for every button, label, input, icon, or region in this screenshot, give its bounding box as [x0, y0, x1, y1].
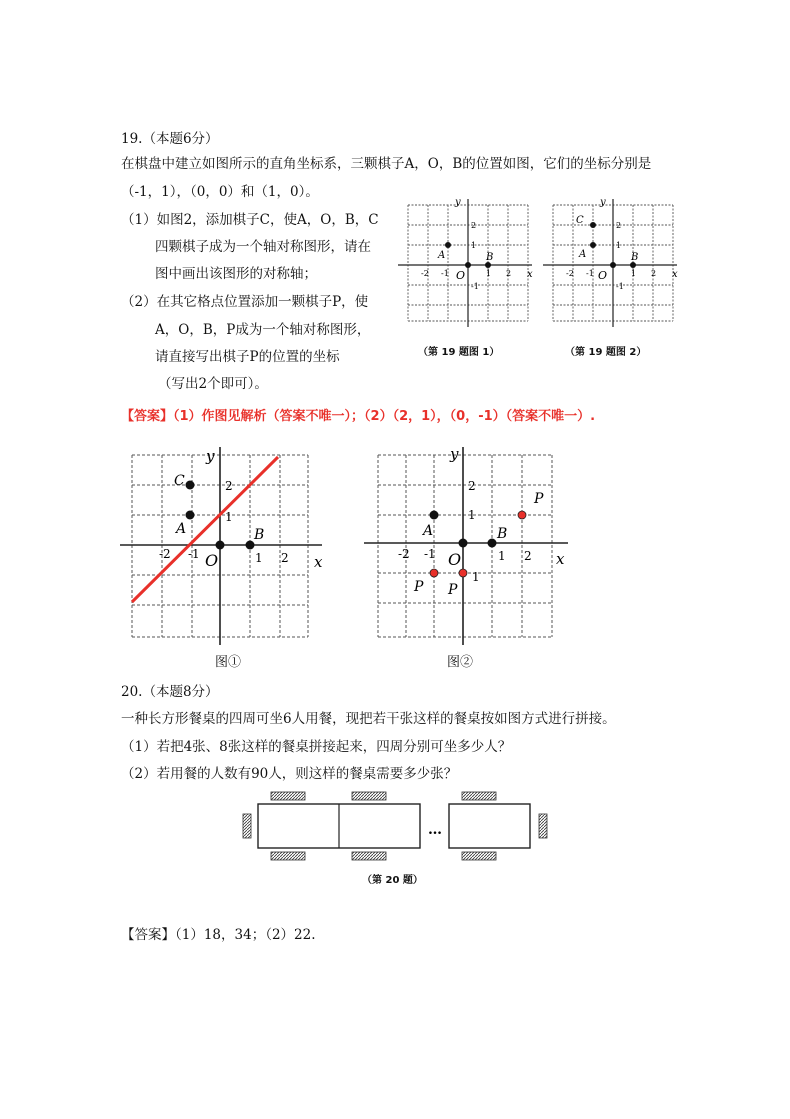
fig1-tick: 1: [471, 241, 477, 250]
figA-tick: -1: [188, 547, 200, 561]
q19-answer-figure-1: [118, 445, 328, 645]
q19-part2-line2: A，O，B，P成为一个轴对称图形，: [155, 322, 371, 338]
fig1-tick: -1: [471, 282, 479, 291]
q19-part2-line3: 请直接写出棋子P的位置的坐标: [155, 349, 340, 365]
q19-part2-line1: （2）在其它格点位置添加一颗棋子P，使: [121, 294, 369, 310]
q19-figure-1-caption: （第 19 题图 1）: [418, 347, 500, 358]
q19-part1-line2: 四颗棋子成为一个轴对称图形，请在: [155, 239, 371, 255]
fig1-y-label: y: [455, 197, 461, 208]
q19-answer: 【答案】（1）作图见解析（答案不唯一）；（2）（2，1），（0，-1）（答案不唯一）.: [121, 409, 596, 424]
q20-figure-caption: （第 20 题）: [362, 875, 423, 886]
q20-line-1: 一种长方形餐桌的四周可坐6人用餐，现把若干张这样的餐桌按如图方式进行拼接。: [121, 711, 616, 727]
figB-tick: -2: [398, 547, 410, 561]
figA-y-label: y: [206, 447, 215, 465]
fig1-tick: -1: [441, 269, 449, 278]
q19-part1-line1: （1）如图2，添加棋子C，使A，O，B，C: [121, 212, 379, 228]
q19-intro-1: 在棋盘中建立如图所示的直角坐标系，三颗棋子A，O，B的位置如图，它们的坐标分别是: [121, 156, 652, 172]
q20-answer: 【答案】（1）18，34；（2）22.: [121, 927, 316, 943]
fig2-tick: -1: [616, 282, 624, 291]
q19-figure-2-caption: （第 19 题图 2）: [565, 347, 647, 358]
fig2-tick: 2: [616, 221, 622, 230]
figA-tick: 2: [281, 551, 289, 565]
figB-y-label: y: [450, 445, 459, 463]
fig2-o-label: O: [598, 269, 608, 282]
figB-x-label: x: [556, 550, 565, 568]
figB-tick: 1: [472, 570, 480, 584]
q19-answer-figure-1-caption: 图①: [215, 655, 242, 670]
figB-tick: 2: [468, 479, 476, 493]
q20-table-figure: [238, 788, 556, 864]
figA-tick: 2: [225, 479, 233, 493]
q19-figure-2: [543, 195, 683, 330]
q20-line-2: （1）若把4张、8张这样的餐桌拼接起来，四周分别可坐多少人？: [121, 739, 512, 755]
figA-tick: -2: [159, 547, 171, 561]
figA-x-label: x: [314, 553, 323, 571]
fig2-b-label: B: [631, 252, 639, 263]
figB-p-label: P: [448, 582, 458, 598]
figA-b-label: B: [254, 527, 265, 543]
figA-o-label: O: [205, 551, 219, 570]
figB-b-label: B: [497, 526, 508, 542]
figA-c-label: C: [174, 473, 185, 489]
fig2-tick: -2: [566, 269, 574, 278]
fig1-a-label: A: [438, 250, 446, 261]
figA-a-label: A: [176, 521, 187, 537]
q19-part2-line4: （写出2个即可）。: [158, 376, 268, 392]
q19-header: 19.（本题6分）: [121, 131, 219, 147]
fig2-a-label: A: [579, 249, 587, 260]
figB-tick: 1: [468, 508, 476, 522]
fig1-x-label: x: [527, 269, 533, 280]
fig2-y-label: y: [600, 197, 606, 208]
figB-a-label: A: [423, 523, 434, 539]
figB-tick: -1: [424, 547, 436, 561]
fig2-tick: -1: [586, 269, 594, 278]
figB-p-label: P: [534, 491, 544, 507]
fig2-tick: 1: [631, 269, 637, 278]
fig2-c-label: C: [576, 215, 584, 226]
figA-tick: 1: [255, 551, 263, 565]
fig1-tick: 2: [471, 221, 477, 230]
fig1-b-label: B: [486, 252, 494, 263]
q19-answer-figure-2-caption: 图②: [447, 655, 474, 670]
q20-header: 20.（本题8分）: [121, 684, 219, 700]
figB-p-label: P: [414, 579, 424, 595]
fig1-tick: 2: [506, 269, 512, 278]
fig2-x-label: x: [672, 269, 678, 280]
fig1-o-label: O: [456, 269, 466, 282]
fig2-tick: 2: [651, 269, 657, 278]
q20-line-3: （2）若用餐的人数有90人，则这样的餐桌需要多少张？: [121, 766, 458, 782]
fig1-tick: -2: [421, 269, 429, 278]
fig1-tick: 1: [486, 269, 492, 278]
figB-o-label: O: [448, 550, 462, 569]
q19-answer-figure-2: [362, 445, 577, 645]
q19-figure-1: [398, 195, 538, 330]
figA-tick: 1: [225, 510, 233, 524]
fig2-tick: 1: [616, 241, 622, 250]
figB-tick: 1: [498, 549, 506, 563]
q20-ellipsis: …: [428, 822, 442, 838]
q19-part1-line3: 图中画出该图形的对称轴；: [155, 266, 317, 282]
q19-intro-2: （-1，1），（0，0）和（1，0）。: [121, 184, 319, 200]
figB-tick: 2: [524, 549, 532, 563]
